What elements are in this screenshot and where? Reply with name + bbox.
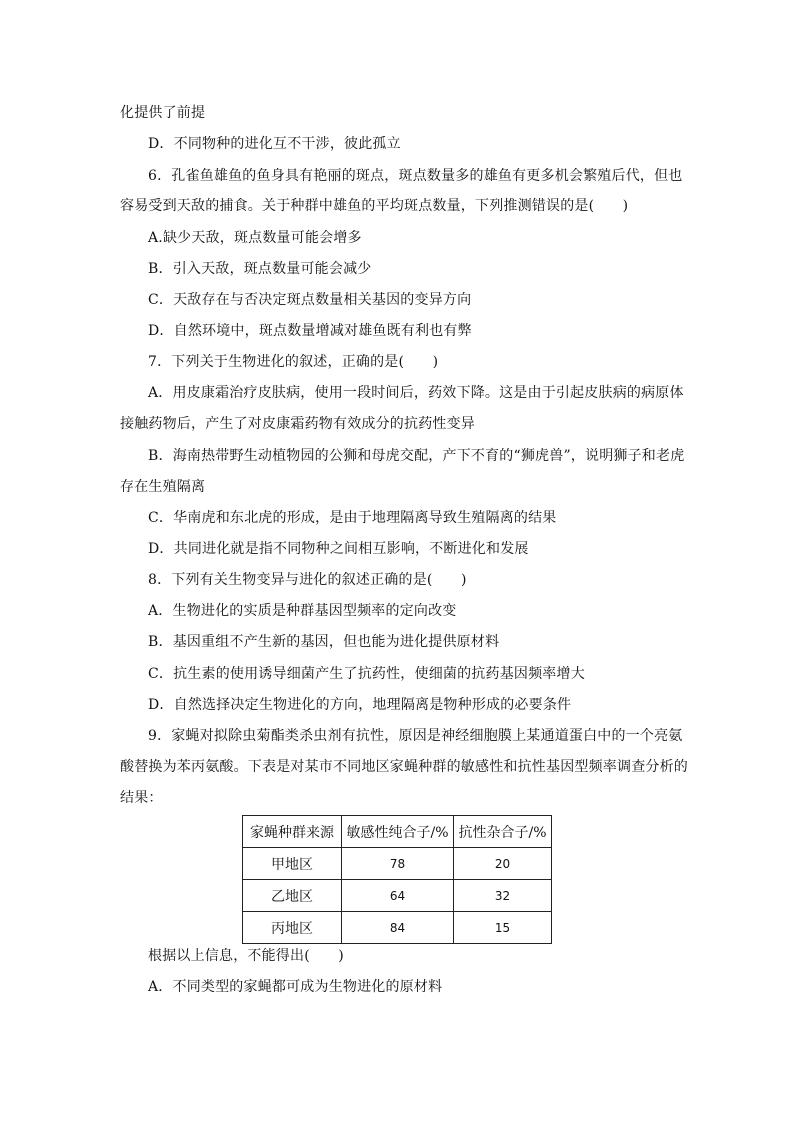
question-8-stem: 8．下列有关生物变异与进化的叙述正确的是( ) — [148, 572, 467, 588]
question-6-stem: 6．孔雀鱼雄鱼的鱼身具有艳丽的斑点，斑点数量多的雄鱼有更多机会繁殖后代，但也 — [148, 168, 683, 184]
table-cell: 甲地区 — [243, 848, 342, 880]
table-header: 家蝇种群来源 — [243, 816, 342, 848]
table-row — [243, 848, 552, 880]
option-b: B．海南热带野生动植物园的公狮和母虎交配，产下不育的“狮虎兽”，说明狮子和老虎 — [148, 448, 685, 464]
table-header-row — [243, 816, 552, 848]
text-line: 化提供了前提 — [120, 105, 206, 121]
text-line: 存在生殖隔离 — [120, 479, 206, 495]
option-c: C．抗生素的使用诱导细菌产生了抗药性，使细菌的抗药基因频率增大 — [148, 666, 585, 682]
table-cell: 78 — [342, 848, 454, 880]
text-line: D．不同物种的进化互不干涉，彼此孤立 — [148, 136, 401, 152]
option-a: A.缺少天敌，斑点数量可能会增多 — [148, 230, 362, 246]
question-9-stem: 9．家蝇对拟除虫菊酯类杀虫剂有抗性，原因是神经细胞膜上某通道蛋白中的一个亮氨 — [148, 728, 683, 744]
table-header: 敏感性纯合子/% — [342, 816, 454, 848]
table-cell: 丙地区 — [243, 912, 342, 944]
text-line: 酸替换为苯丙氨酸。下表是对某市不同地区家蝇种群的敏感性和抗性基因型频率调查分析的 — [120, 759, 688, 775]
table-cell: 32 — [454, 880, 552, 912]
option-d: D．自然环境中，斑点数量增减对雄鱼既有利也有弊 — [148, 323, 472, 339]
question-7-stem: 7．下列关于生物进化的叙述，正确的是( ) — [148, 354, 439, 370]
table-cell: 乙地区 — [243, 880, 342, 912]
option-b: B．基因重组不产生新的基因，但也能为进化提供原材料 — [148, 634, 500, 650]
option-d: D．自然选择决定生物进化的方向，地理隔离是物种形成的必要条件 — [148, 697, 572, 713]
table-cell: 64 — [342, 880, 454, 912]
option-a: A．用皮康霜治疗皮肤病，使用一段时间后，药效下降。这是由于引起皮肤病的病原体 — [148, 385, 684, 401]
option-d: D．共同进化就是指不同物种之间相互影响，不断进化和发展 — [148, 541, 529, 557]
text-line: 接触药物后，产生了对皮康霜药物有效成分的抗药性变异 — [120, 416, 475, 432]
table-cell: 15 — [454, 912, 552, 944]
table-cell: 84 — [342, 912, 454, 944]
option-b: B．引入天敌，斑点数量可能会减少 — [148, 261, 372, 277]
table-cell: 20 — [454, 848, 552, 880]
text-line: 容易受到天敌的捕食。关于种群中雄鱼的平均斑点数量，下列推测错误的是( ) — [120, 198, 629, 214]
text-line: 根据以上信息，不能得出( ) — [148, 948, 344, 964]
option-c: C．华南虎和东北虎的形成，是由于地理隔离导致生殖隔离的结果 — [148, 510, 557, 526]
table-row — [243, 912, 552, 944]
table-row — [243, 880, 552, 912]
option-c: C．天敌存在与否决定斑点数量相关基因的变异方向 — [148, 292, 472, 308]
option-a: A．不同类型的家蝇都可成为生物进化的原材料 — [148, 979, 443, 995]
genotype-frequency-table — [242, 815, 552, 944]
option-a: A．生物进化的实质是种群基因型频率的定向改变 — [148, 603, 457, 619]
text-line: 结果： — [120, 790, 163, 806]
table-header: 抗性杂合子/% — [454, 816, 552, 848]
